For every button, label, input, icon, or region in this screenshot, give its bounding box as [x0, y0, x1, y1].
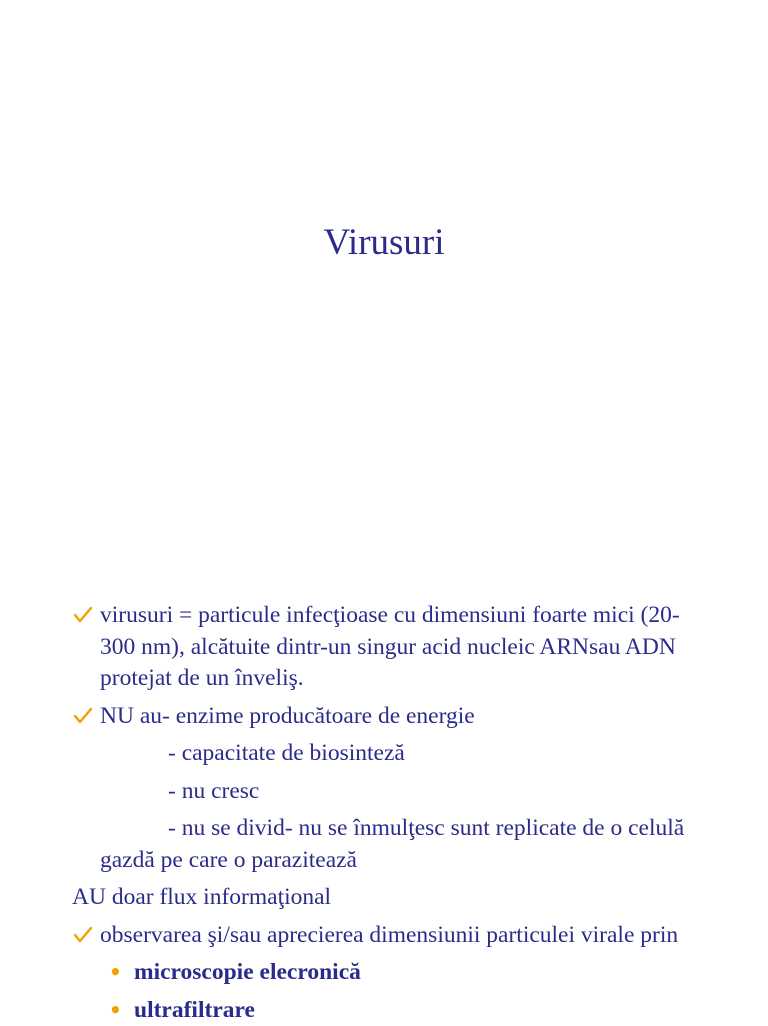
- item-nu-au-sub-2: [72, 776, 762, 808]
- item-text: - nu cresc: [168, 778, 259, 804]
- item-text: AU doar flux informaţional: [72, 884, 331, 910]
- slide-title: Virusuri: [0, 219, 768, 267]
- plain-line-au-doar: [72, 882, 762, 914]
- checkmark-icon: [72, 924, 94, 946]
- item-text: observarea şi/sau aprecierea dimensiunii particulei virale prin: [100, 922, 678, 948]
- checkmark-icon: [72, 604, 94, 626]
- bullet-text: ultrafiltrare: [134, 997, 255, 1023]
- item-text: 300 nm), alcătuite dintr-un singur acid nucleic ARNsau ADN: [100, 634, 676, 660]
- item-text: - capacitate de biosinteză: [168, 740, 405, 766]
- checkmark-icon: [72, 705, 94, 727]
- bullet-text: microscopie elecronică: [134, 959, 361, 985]
- item-text: NU au- enzime producătoare de energie: [100, 703, 475, 729]
- item-virusuri-line-3: [72, 663, 762, 695]
- item-nu-au-sub-1: [72, 738, 762, 770]
- item-text: protejat de un înveliş.: [100, 665, 304, 691]
- item-observarea-line-1: [72, 920, 762, 952]
- item-text: - nu se divid- nu se înmulţesc sunt replicate de o celulă: [168, 815, 684, 841]
- bullet-item-microscopie: [72, 957, 762, 989]
- item-nu-au-continuation: [72, 845, 762, 877]
- bullet-item-ultrafiltrare: [72, 995, 762, 1026]
- bullet-dot-icon: •: [109, 957, 122, 989]
- slide-content: [72, 600, 762, 1026]
- item-text: virusuri = particule infecţioase cu dimensiuni foarte mici (20-: [100, 602, 680, 628]
- item-text: gazdă pe care o parazitează: [100, 847, 357, 873]
- item-nu-au-sub-3: [72, 813, 762, 845]
- bullet-dot-icon: •: [109, 995, 122, 1026]
- item-virusuri-line-1: [72, 600, 762, 632]
- item-nu-au-line-1: [72, 701, 762, 733]
- item-virusuri-line-2: [72, 632, 762, 664]
